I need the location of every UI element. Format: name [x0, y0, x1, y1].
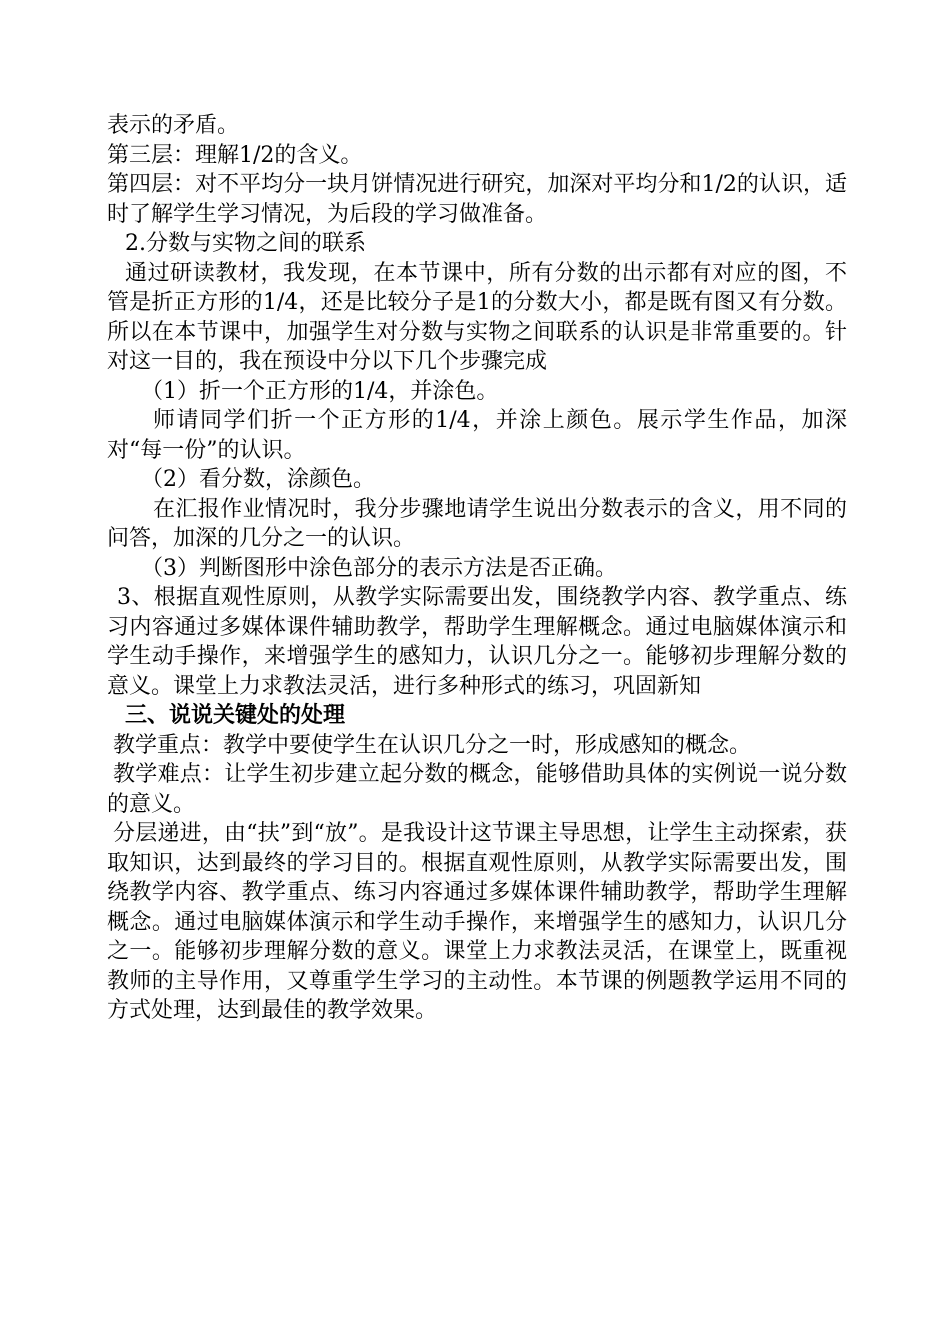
- subheading-fraction-object-link: 2.分数与实物之间的联系: [125, 231, 366, 256]
- paragraph-intuitive-principle: 3、根据直观性原则，从教学实际需要出发，围绕教学内容、教学重点、练习内容通过多媒体课件辅助教学，帮助学生理解概念。通过电脑媒体演示和学生动手操作，来增强学生的感知力，认识几分之一。能够初步理解分数的意义。课堂上力求教法灵活，进行多种形式的练习，巩固新知: [107, 585, 847, 699]
- paragraph-step-2-detail: 在汇报作业情况时，我分步骤地请学生说出分数表示的含义，用不同的问答，加深的几分之一的认识。: [107, 496, 847, 551]
- paragraph-textbook-study: 通过研读教材，我发现，在本节课中，所有分数的出示都有对应的图，不管是折正方形的1/4，还是比较分子是1的分数大小，都是既有图又有分数。所以在本节课中，加强学生对分数与实物之间联系的认识是非常重要的。针对这一目的，我在预设中分以下几个步骤完成: [107, 260, 847, 374]
- section-heading-key-points: 三、说说关键处的处理: [125, 703, 346, 728]
- list-item-step-3: （3）判断图形中涂色部分的表示方法是否正确。: [141, 555, 617, 581]
- document-body: [107, 111, 847, 1026]
- list-item-step-1: （1）折一个正方形的1/4，并涂色。: [141, 378, 499, 404]
- paragraph-contradiction: 表示的矛盾。: [107, 113, 240, 138]
- paragraph-level-four: 第四层：对不平均分一块月饼情况进行研究，加深对平均分和1/2的认识，适时了解学生学习情况，为后段的学习做准备。: [107, 172, 847, 227]
- paragraph-teaching-difficulty: 教学难点：让学生初步建立起分数的概念，能够借助具体的实例说一说分数的意义。: [107, 762, 847, 817]
- list-item-step-2: （2）看分数，涂颜色。: [141, 467, 375, 492]
- paragraph-level-three: 第三层：理解1/2的含义。: [107, 142, 363, 168]
- paragraph-layered-progression: 分层递进，由“扶”到“放”。是我设计这节课主导思想，让学生主动探索，获取知识，达到最终的学习目的。根据直观性原则，从教学实际需要出发，围绕教学内容、教学重点、练习内容通过多媒体课件辅助教学，帮助学生理解概念。通过电脑媒体演示和学生动手操作，来增强学生的感知力，认识几分之一。能够初步理解分数的意义。课堂上力求教法灵活，在课堂上，既重视教师的主导作用，又尊重学生学习的主动性。本节课的例题教学运用不同的方式处理，达到最佳的教学效果。: [107, 821, 847, 1023]
- paragraph-step-1-detail: 师请同学们折一个正方形的1/4，并涂上颜色。展示学生作品，加深对“每一份”的认识。: [107, 408, 847, 463]
- paragraph-teaching-focus: 教学重点：教学中要使学生在认识几分之一时，形成感知的概念。: [113, 732, 752, 758]
